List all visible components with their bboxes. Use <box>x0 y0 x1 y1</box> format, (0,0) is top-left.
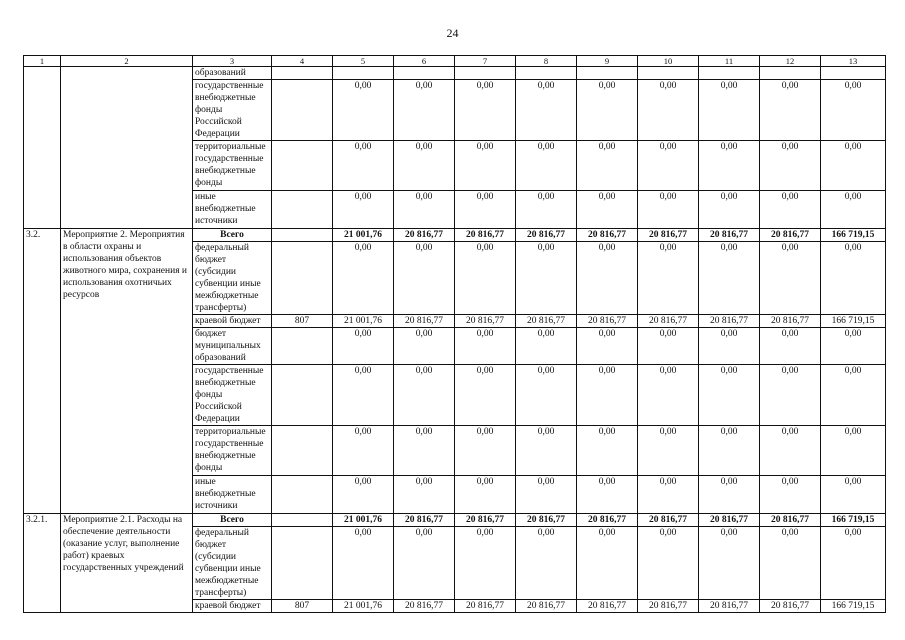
amount-cell: 0,00 <box>638 328 699 365</box>
amount-cell: 0,00 <box>638 527 699 600</box>
amount-cell: 0,00 <box>760 426 821 476</box>
amount-cell: 0,00 <box>516 80 577 141</box>
amount-cell: 0,00 <box>699 141 760 191</box>
funding-source: территориальные государственные внебюджетные фонды <box>193 141 272 191</box>
amount-cell: 0,00 <box>577 191 638 229</box>
header-row <box>24 56 886 67</box>
amount-cell: 0,00 <box>821 426 886 476</box>
amount-cell: 0,00 <box>760 527 821 600</box>
amount-cell: 0,00 <box>333 527 394 600</box>
amount-cell: 0,00 <box>333 80 394 141</box>
amount-cell: 0,00 <box>577 426 638 476</box>
amount-cell: 21 001,76 <box>333 600 394 613</box>
amount-cell: 0,00 <box>333 141 394 191</box>
funding-source: государственные внебюджетные фонды Российской Федерации <box>193 365 272 426</box>
amount-cell: 20 816,77 <box>760 315 821 328</box>
amount-cell: 20 816,77 <box>577 229 638 242</box>
amount-cell: 0,00 <box>394 141 455 191</box>
amount-cell: 0,00 <box>455 191 516 229</box>
budget-code <box>272 141 333 191</box>
amount-cell: 0,00 <box>638 365 699 426</box>
funding-source: образований <box>193 67 272 80</box>
measure-name <box>61 67 193 229</box>
amount-cell: 21 001,76 <box>333 514 394 527</box>
amount-cell: 20 816,77 <box>394 514 455 527</box>
row-number: 3.2. <box>24 229 61 514</box>
amount-cell: 20 816,77 <box>516 600 577 613</box>
column-header: 6 <box>394 56 455 67</box>
amount-cell: 20 816,77 <box>455 315 516 328</box>
amount-cell: 0,00 <box>821 141 886 191</box>
amount-cell: 166 719,15 <box>821 315 886 328</box>
amount-cell: 20 816,77 <box>638 315 699 328</box>
column-header: 11 <box>699 56 760 67</box>
amount-cell: 0,00 <box>333 328 394 365</box>
amount-cell: 0,00 <box>760 141 821 191</box>
amount-cell: 0,00 <box>821 527 886 600</box>
row-number: 3.2.1. <box>24 514 61 613</box>
amount-cell: 0,00 <box>394 191 455 229</box>
amount-cell: 20 816,77 <box>394 229 455 242</box>
funding-source: Всего <box>193 514 272 527</box>
amount-cell: 0,00 <box>760 80 821 141</box>
budget-code <box>272 328 333 365</box>
amount-cell <box>638 67 699 80</box>
funding-source: государственные внебюджетные фонды Российской Федерации <box>193 80 272 141</box>
funding-source: территориальные государственные внебюджетные фонды <box>193 426 272 476</box>
amount-cell: 0,00 <box>394 527 455 600</box>
measure-name: Мероприятие 2. Мероприятия в области охраны и использования объектов животного мира, сохранения и использования охотничьих ресурсов <box>61 229 193 514</box>
amount-cell: 20 816,77 <box>760 600 821 613</box>
budget-code <box>272 476 333 514</box>
amount-cell: 0,00 <box>760 476 821 514</box>
amount-cell: 20 816,77 <box>638 229 699 242</box>
amount-cell <box>760 67 821 80</box>
amount-cell: 20 816,77 <box>699 229 760 242</box>
amount-cell: 0,00 <box>455 242 516 315</box>
amount-cell: 0,00 <box>394 328 455 365</box>
funding-source: краевой бюджет <box>193 600 272 613</box>
amount-cell: 20 816,77 <box>699 315 760 328</box>
column-header: 2 <box>61 56 193 67</box>
amount-cell: 0,00 <box>821 328 886 365</box>
column-header: 13 <box>821 56 886 67</box>
budget-code <box>272 514 333 527</box>
amount-cell: 21 001,76 <box>333 315 394 328</box>
table-row <box>24 229 886 242</box>
amount-cell: 20 816,77 <box>699 600 760 613</box>
amount-cell <box>516 67 577 80</box>
amount-cell: 0,00 <box>516 191 577 229</box>
budget-code <box>272 191 333 229</box>
amount-cell: 0,00 <box>638 191 699 229</box>
row-number <box>24 67 61 229</box>
amount-cell: 0,00 <box>821 80 886 141</box>
budget-table <box>23 55 886 613</box>
column-header: 4 <box>272 56 333 67</box>
amount-cell: 0,00 <box>394 365 455 426</box>
amount-cell: 0,00 <box>699 476 760 514</box>
amount-cell: 0,00 <box>516 426 577 476</box>
amount-cell: 0,00 <box>394 242 455 315</box>
amount-cell: 0,00 <box>699 191 760 229</box>
amount-cell: 0,00 <box>821 242 886 315</box>
amount-cell: 0,00 <box>394 426 455 476</box>
amount-cell: 0,00 <box>516 476 577 514</box>
amount-cell: 166 719,15 <box>821 229 886 242</box>
amount-cell: 0,00 <box>577 527 638 600</box>
amount-cell: 0,00 <box>394 476 455 514</box>
amount-cell <box>577 67 638 80</box>
page-number: 24 <box>446 26 459 40</box>
funding-source: федеральный бюджет (субсидии субвенции иные межбюджетные трансферты) <box>193 527 272 600</box>
measure-name: Мероприятие 2.1. Расходы на обеспечение деятельности (оказание услуг, выполнение работ) краевых государственных учреждений <box>61 514 193 613</box>
amount-cell: 20 816,77 <box>760 229 821 242</box>
amount-cell: 0,00 <box>516 141 577 191</box>
funding-source: Всего <box>193 229 272 242</box>
amount-cell: 166 719,15 <box>821 600 886 613</box>
budget-code <box>272 229 333 242</box>
amount-cell: 0,00 <box>760 242 821 315</box>
amount-cell: 0,00 <box>821 476 886 514</box>
budget-code <box>272 80 333 141</box>
amount-cell: 20 816,77 <box>455 514 516 527</box>
amount-cell: 0,00 <box>577 80 638 141</box>
amount-cell: 0,00 <box>638 242 699 315</box>
amount-cell: 0,00 <box>699 365 760 426</box>
amount-cell <box>333 67 394 80</box>
table-row <box>24 514 886 527</box>
amount-cell: 20 816,77 <box>638 600 699 613</box>
column-header: 3 <box>193 56 272 67</box>
column-header: 5 <box>333 56 394 67</box>
amount-cell: 0,00 <box>516 242 577 315</box>
amount-cell: 0,00 <box>455 476 516 514</box>
budget-code <box>272 426 333 476</box>
amount-cell: 0,00 <box>516 527 577 600</box>
amount-cell: 20 816,77 <box>760 514 821 527</box>
funding-source: бюджет муниципальных образований <box>193 328 272 365</box>
amount-cell: 0,00 <box>455 426 516 476</box>
amount-cell: 0,00 <box>699 426 760 476</box>
amount-cell: 20 816,77 <box>516 514 577 527</box>
column-header: 10 <box>638 56 699 67</box>
amount-cell: 20 816,77 <box>455 600 516 613</box>
amount-cell: 20 816,77 <box>455 229 516 242</box>
column-header: 12 <box>760 56 821 67</box>
amount-cell: 0,00 <box>455 80 516 141</box>
amount-cell: 0,00 <box>455 527 516 600</box>
column-header: 9 <box>577 56 638 67</box>
amount-cell: 0,00 <box>821 191 886 229</box>
funding-source: иные внебюджетные источники <box>193 191 272 229</box>
budget-code <box>272 67 333 80</box>
amount-cell: 0,00 <box>699 80 760 141</box>
amount-cell: 21 001,76 <box>333 229 394 242</box>
budget-code <box>272 365 333 426</box>
amount-cell: 0,00 <box>333 426 394 476</box>
amount-cell: 0,00 <box>455 328 516 365</box>
amount-cell: 0,00 <box>821 365 886 426</box>
amount-cell: 0,00 <box>455 141 516 191</box>
amount-cell: 0,00 <box>455 365 516 426</box>
amount-cell: 0,00 <box>577 242 638 315</box>
amount-cell: 20 816,77 <box>699 514 760 527</box>
amount-cell: 166 719,15 <box>821 514 886 527</box>
budget-code <box>272 527 333 600</box>
amount-cell: 0,00 <box>394 80 455 141</box>
amount-cell <box>394 67 455 80</box>
amount-cell: 20 816,77 <box>577 315 638 328</box>
amount-cell: 0,00 <box>699 242 760 315</box>
amount-cell: 0,00 <box>516 328 577 365</box>
column-header: 1 <box>24 56 61 67</box>
funding-source: федеральный бюджет (субсидии субвенции иные межбюджетные трансферты) <box>193 242 272 315</box>
amount-cell: 0,00 <box>577 476 638 514</box>
budget-code: 807 <box>272 600 333 613</box>
budget-code: 807 <box>272 315 333 328</box>
amount-cell: 0,00 <box>638 476 699 514</box>
amount-cell: 0,00 <box>699 527 760 600</box>
amount-cell: 0,00 <box>333 365 394 426</box>
amount-cell: 0,00 <box>516 365 577 426</box>
amount-cell: 0,00 <box>699 328 760 365</box>
table-row <box>24 67 886 80</box>
amount-cell <box>821 67 886 80</box>
amount-cell: 0,00 <box>638 141 699 191</box>
amount-cell: 20 816,77 <box>394 600 455 613</box>
amount-cell: 0,00 <box>638 426 699 476</box>
amount-cell: 0,00 <box>760 365 821 426</box>
funding-source: краевой бюджет <box>193 315 272 328</box>
funding-source: иные внебюджетные источники <box>193 476 272 514</box>
amount-cell: 20 816,77 <box>516 315 577 328</box>
column-header: 8 <box>516 56 577 67</box>
amount-cell: 0,00 <box>760 191 821 229</box>
amount-cell <box>699 67 760 80</box>
amount-cell: 0,00 <box>333 191 394 229</box>
amount-cell: 0,00 <box>577 141 638 191</box>
amount-cell: 0,00 <box>638 80 699 141</box>
column-header: 7 <box>455 56 516 67</box>
amount-cell: 0,00 <box>760 328 821 365</box>
budget-code <box>272 242 333 315</box>
amount-cell <box>455 67 516 80</box>
amount-cell: 20 816,77 <box>638 514 699 527</box>
amount-cell: 20 816,77 <box>394 315 455 328</box>
amount-cell: 20 816,77 <box>577 514 638 527</box>
amount-cell: 20 816,77 <box>577 600 638 613</box>
amount-cell: 0,00 <box>333 476 394 514</box>
amount-cell: 0,00 <box>577 328 638 365</box>
amount-cell: 0,00 <box>577 365 638 426</box>
amount-cell: 0,00 <box>333 242 394 315</box>
amount-cell: 20 816,77 <box>516 229 577 242</box>
